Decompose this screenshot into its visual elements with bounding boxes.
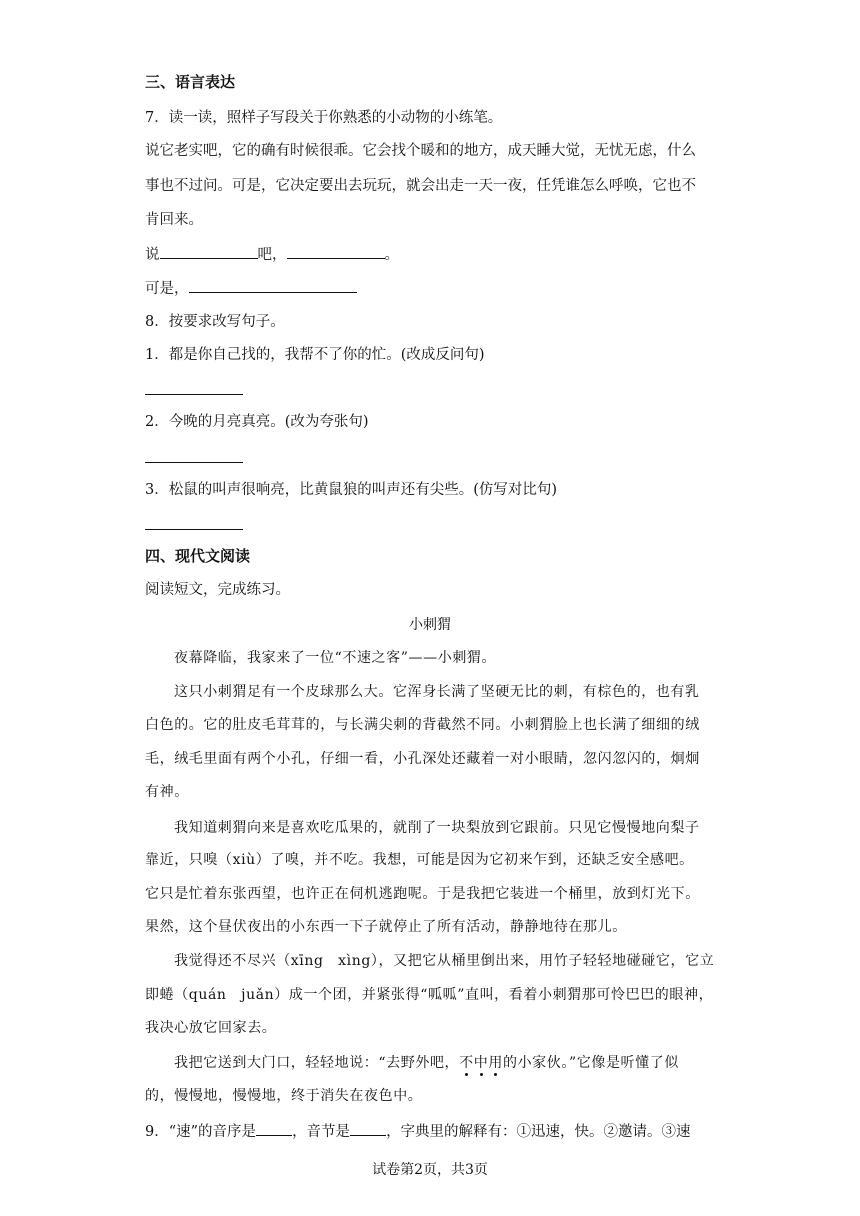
story-paragraph-2-line-2: 白色的。它的肚皮毛茸茸的，与长满尖刺的背截然不同。小刺猬脸上也长满了细细的绒	[145, 717, 700, 733]
example-paragraph-line-2: 事也不过问。可是，它决定要出去玩玩，就会出走一天一夜，任凭谁怎么呼唤，它也不	[145, 178, 696, 194]
fill-in-line-2	[145, 278, 357, 299]
story-paragraph-3-line-4: 果然，这个昼伏夜出的小东西一下子就停止了所有活动，静静地待在那儿。	[145, 919, 627, 935]
dotted-character: 不	[459, 1055, 474, 1071]
story-paragraph-3-line-1: 我知道刺猬向来是喜欢吃瓜果的，就削了一块梨放到它跟前。只见它慢慢地向梨子	[174, 820, 700, 836]
page-footer: 试卷第2页，共3页	[372, 1162, 488, 1178]
story-paragraph-2-line-4: 有神。	[145, 784, 189, 800]
answer-blank[interactable]	[189, 278, 357, 293]
question-9-text: 9．“速”的音序是	[145, 1124, 257, 1140]
example-paragraph-line-1: 说它老实吧，它的确有时候很乖。它会找个暖和的地方，成天睡大觉，无忧无虑，什么	[145, 143, 696, 159]
fill-in-line-1	[145, 244, 399, 265]
story-text: 的小家伙。”它像是听懂了似	[502, 1055, 679, 1071]
dotted-character: 用	[488, 1055, 503, 1071]
section-heading-reading: 四、现代文阅读	[145, 547, 251, 565]
fill-text-period: 。	[384, 247, 399, 263]
section-heading-language: 三、语言表达	[145, 73, 236, 91]
question-7-prompt: 7．读一读，照样子写段关于你熟悉的小动物的小练笔。	[145, 110, 503, 126]
fill-text-keshi: 可是，	[145, 281, 189, 297]
dotted-character: 中	[473, 1055, 489, 1071]
story-paragraph-1: 夜幕降临，我家来了一位“不速之客”——小刺猬。	[174, 650, 497, 666]
fill-text-ba: 吧，	[257, 247, 287, 263]
story-paragraph-4-line-1: 我觉得还不尽兴（xīng xìng），又把它从桶里倒出来，用竹子轻轻地碰碰它，它立	[174, 953, 715, 969]
story-paragraph-5-line-2: 的，慢慢地，慢慢地，终于消失在夜色中。	[145, 1088, 423, 1104]
question-8-item-2: 2．今晚的月亮真亮。(改为夸张句)	[145, 414, 369, 430]
question-9-text: ，音节是	[292, 1124, 351, 1140]
answer-blank[interactable]	[350, 1121, 386, 1136]
story-paragraph-3-line-2: 靠近，只嗅（xiù）了嗅，并不吃。我想，可能是因为它初来乍到，还缺乏安全感吧。	[145, 852, 694, 868]
story-paragraph-3-line-3: 它只是忙着东张西望，也许正在伺机逃跑呢。于是我把它装进一个桶里，放到灯光下。	[145, 886, 700, 902]
answer-line-8-1[interactable]	[145, 394, 243, 395]
question-8-prompt: 8．按要求改写句子。	[145, 314, 285, 330]
question-8-item-3: 3．松鼠的叫声很响亮，比黄鼠狼的叫声还有尖些。(仿写对比句)	[145, 482, 558, 498]
answer-blank[interactable]	[160, 244, 258, 259]
question-9-text: ，字典里的解释有：①迅速，快。②邀请。③速	[386, 1124, 691, 1140]
answer-line-8-2[interactable]	[145, 462, 243, 463]
story-paragraph-4-line-3: 我决心放它回家去。	[145, 1020, 277, 1036]
story-title: 小刺猬	[409, 617, 451, 633]
fill-text-shuo: 说	[145, 247, 160, 263]
example-paragraph-line-3: 肯回来。	[145, 212, 203, 228]
question-9	[145, 1121, 691, 1142]
reading-instruction: 阅读短文，完成练习。	[145, 582, 290, 598]
question-8-item-1: 1．都是你自己找的，我帮不了你的忙。(改成反问句)	[145, 347, 485, 363]
answer-line-8-3[interactable]	[145, 529, 243, 530]
answer-blank[interactable]	[256, 1121, 292, 1136]
answer-blank[interactable]	[287, 244, 385, 259]
story-text: 我把它送到大门口，轻轻地说：“去野外吧，	[174, 1055, 460, 1071]
story-paragraph-2-line-3: 毛，绒毛里面有两个小孔，仔细一看，小孔深处还藏着一对小眼睛，忽闪忽闪的，炯炯	[145, 751, 700, 767]
story-paragraph-4-line-2: 即蜷（quán juǎn）成一个团，并紧张得“呱呱”直叫，看着小刺猬那可怜巴巴的眼神，	[145, 987, 714, 1003]
story-paragraph-5-line-1	[174, 1053, 679, 1073]
story-paragraph-2-line-1: 这只小刺猬足有一个皮球那么大。它浑身长满了坚硬无比的刺，有棕色的，也有乳	[174, 684, 700, 700]
